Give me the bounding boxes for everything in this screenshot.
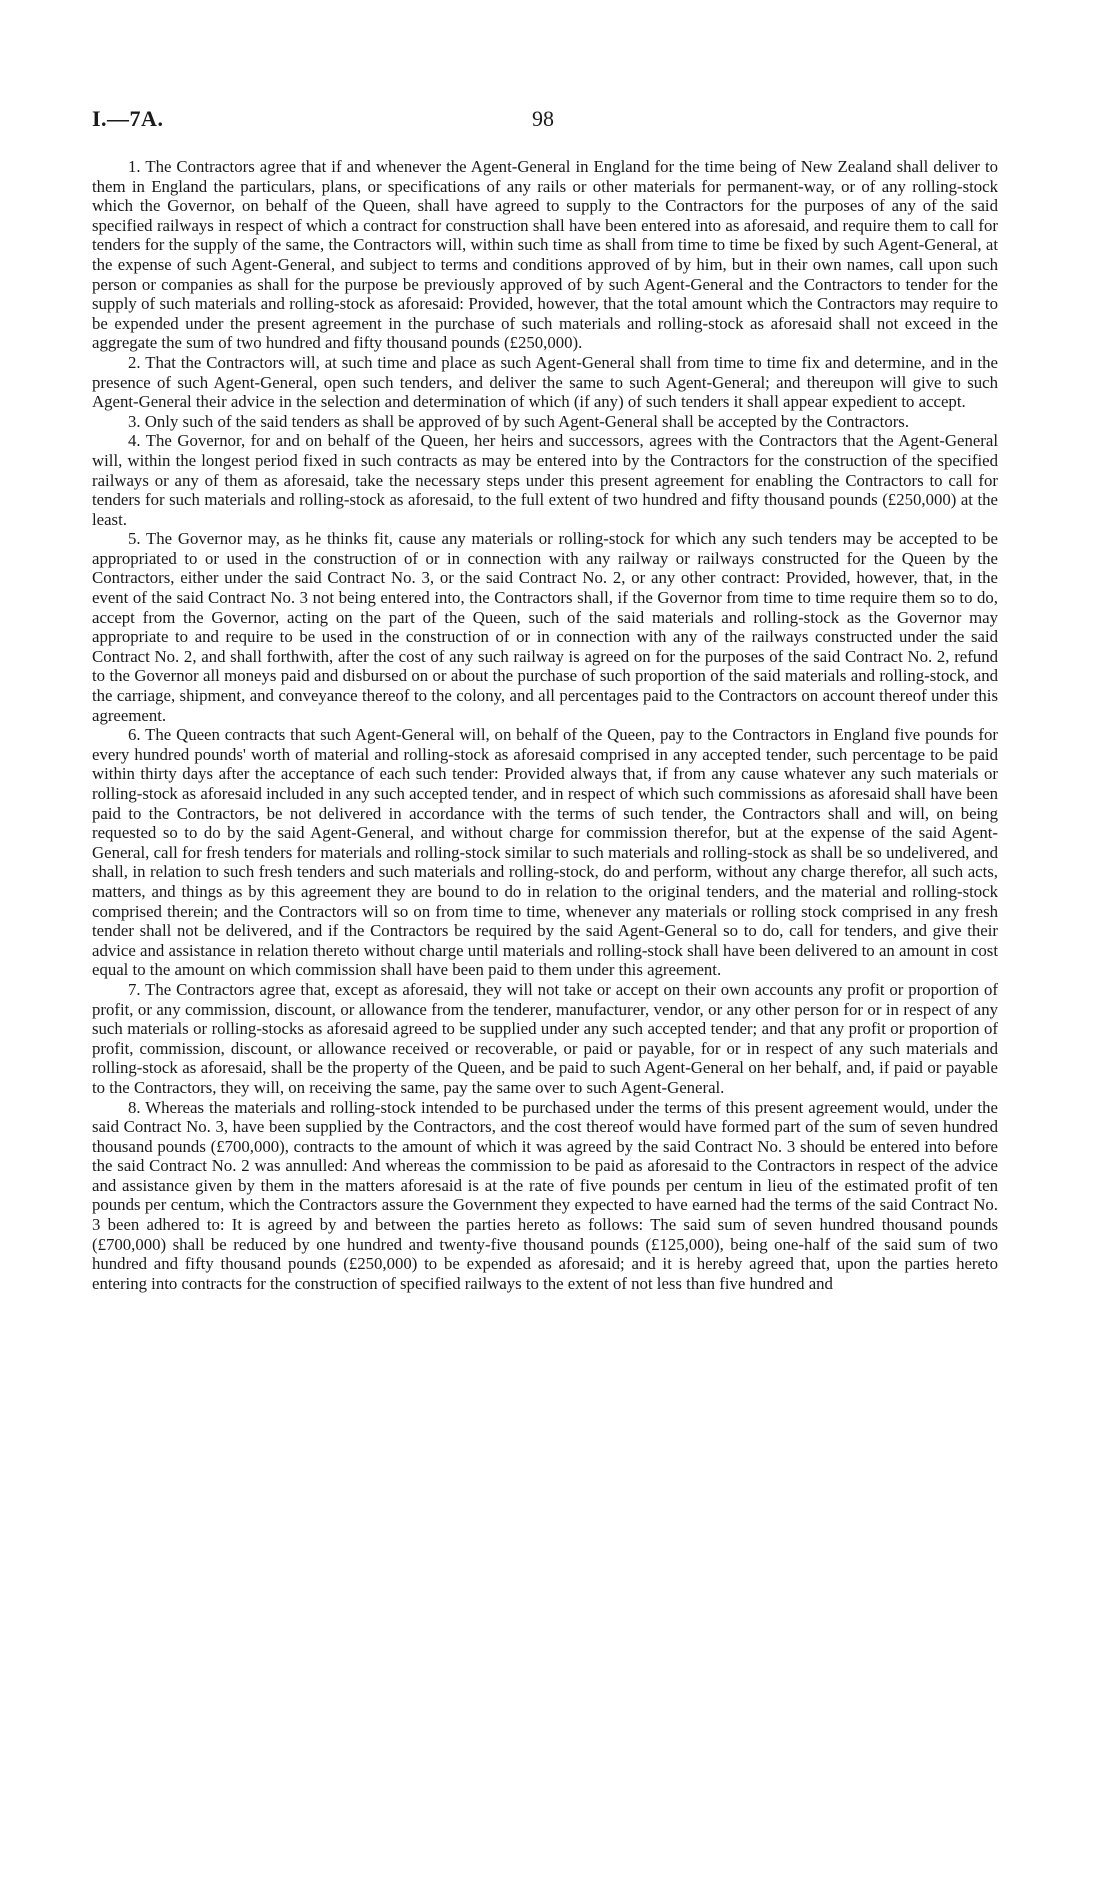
body-text xyxy=(92,157,998,1293)
paragraph-3: 3. Only such of the said tenders as shall be approved of by such Agent-General shall be accepted by the Contractors. xyxy=(128,411,910,431)
paragraph-1: 1. The Contractors agree that if and whenever the Agent-General in England for the time being of New Zealand shall deliver to them in England the particulars, plans, or specifications of any rails or other materials for permanent-way, or of any rolling-stock which the Governor, on behalf of the Queen, shall have agreed to supply to the Contractors for the purposes of any of the said specified railways in respect of which a contract for construction shall have been entered into as aforesaid, and require them to call for tenders for the supply of the same, the Contractors will, within such time as shall from time to time be fixed by such Agent-General, at the expense of such Agent-General, and subject to terms and conditions approved of by him, but in their own names, call upon such person or companies as shall for the purpose be previously approved of by such Agent-General and the Contractors to tender for the supply of such materials and rolling-stock as aforesaid: Provided, however, that the total amount which the Contractors may require to be expended under the present agreement in the purchase of such materials and rolling-stock as aforesaid shall not exceed in the aggregate the sum of two hundred and fifty thousand pounds (£250,000). xyxy=(92,157,998,353)
paragraph-6: 6. The Queen contracts that such Agent-General will, on behalf of the Queen, pay to the Contractors in England five pounds for every hundred pounds' worth of material and rolling-stock as aforesaid comprised in any accepted tender, such percentage to be paid within thirty days after the acceptance of each such tender: Provided always that, if from any cause whatever any such materials or rolling-stock as aforesaid included in any such accepted tender, and in respect of which such commissions as aforesaid shall have been paid to the Contractors, be not delivered in accordance with the terms of such tender, the Contractors shall and will, on being requested so to do by the said Agent-General, and without charge for commission therefor, but at the expense of the said Agent-General, call for fresh tenders for materials and rolling-stock similar to such materials and rolling-stock as shall be so undelivered, and shall, in relation to such fresh tenders and such materials and rolling-stock, do and perform, without any charge therefor, all such acts, matters, and things as by this agreement they are bound to do in relation to the original tenders, and the material and rolling-stock comprised therein; and the Contractors will so on from time to time, whenever any materials or rolling stock comprised in any fresh tender shall not be delivered, and if the Contractors be required by the said Agent-General so to do, call for tenders, and give their advice and assistance in relation thereto without charge until materials and rolling-stock shall have been delivered to an amount in cost equal to the amount on which commission shall have been paid to them under this agreement. xyxy=(92,725,998,980)
paragraph-8: 8. Whereas the materials and rolling-stock intended to be purchased under the terms of this present agreement would, under the said Contract No. 3, have been supplied by the Contractors, and the cost thereof would have formed part of the sum of seven hundred thousand pounds (£700,000), contracts to the amount of which it was agreed by the said Contract No. 3 should be entered into before the said Contract No. 2 was annulled: And whereas the commission to be paid as aforesaid to the Contractors in respect of the advice and assistance given by them in the matters aforesaid is at the rate of five pounds per centum in lieu of the estimated profit of ten pounds per centum, which the Contractors assure the Government they expected to have earned had the terms of the said Contract No. 3 been adhered to: It is agreed by and between the parties hereto as follows: The said sum of seven hundred thousand pounds (£700,000) shall be reduced by one hundred and twenty-five thousand pounds (£125,000), being one-half of the said sum of two hundred and fifty thousand pounds (£250,000) to be expended as aforesaid; and it is hereby agreed that, upon the parties hereto entering into contracts for the construction of specified railways to the extent of not less than five hundred and xyxy=(92,1097,998,1293)
paragraph-7: 7. The Contractors agree that, except as aforesaid, they will not take or accept on their own accounts any profit or proportion of profit, or any commission, discount, or allowance from the tenderer, manufacturer, vendor, or any other person for or in respect of any such materials or rolling-stocks as aforesaid agreed to be supplied under any such accepted tender; and that any profit or proportion of profit, commission, discount, or allowance received or recoverable, or paid or payable, for or in respect of any such materials and rolling-stock as aforesaid, shall be the property of the Queen, and be paid to such Agent-General on her behalf, and, if paid or payable to the Contractors, they will, on receiving the same, pay the same over to such Agent-General. xyxy=(92,979,998,1097)
paragraph-2: 2. That the Contractors will, at such time and place as such Agent-General shall from time to time fix and determine, and in the presence of such Agent-General, open such tenders, and deliver the same to such Agent-General; and thereupon will give to such Agent-General their advice in the selection and determination of which (if any) of such tenders it shall appear expedient to accept. xyxy=(92,352,998,412)
page-header xyxy=(92,106,1012,136)
paragraph-4: 4. The Governor, for and on behalf of the Queen, her heirs and successors, agrees with the Contractors that the Agent-General will, within the longest period fixed in such contracts as may be entered into by the Contractors for the construction of the specified railways or any of them as aforesaid, take the necessary steps under this present agreement for enabling the Contractors to call for tenders for such materials and rolling-stock as aforesaid, to the full extent of two hundred and fifty thousand pounds (£250,000) at the least. xyxy=(92,431,998,529)
page-number: 98 xyxy=(532,106,554,131)
paragraph-5: 5. The Governor may, as he thinks fit, cause any materials or rolling-stock for which any such tenders may be accepted to be appropriated to or used in the construction of or in connection with any railway or railways constructed for the Queen by the Contractors, either under the said Contract No. 3, or the said Contract No. 2, or any other contract: Provided, however, that, in the event of the said Contract No. 3 not being entered into, the Contractors shall, if the Governor from time to time require them so to do, accept from the Governor, acting on the part of the Queen, such of the said materials and rolling-stock as the Governor may appropriate to and require to be used in the construction of or in connection with any of the railways constructed under the said Contract No. 2, and shall forthwith, after the cost of any such railway is agreed on for the purposes of the said Contract No. 2, refund to the Governor all moneys paid and disbursed on or about the purchase of such proportion of the said materials and rolling-stock, and the carriage, shipment, and conveyance thereof to the colony, and all percentages paid to the Contractors on account thereof under this agreement. xyxy=(92,529,998,725)
document-reference: I.—7A. xyxy=(92,106,164,131)
